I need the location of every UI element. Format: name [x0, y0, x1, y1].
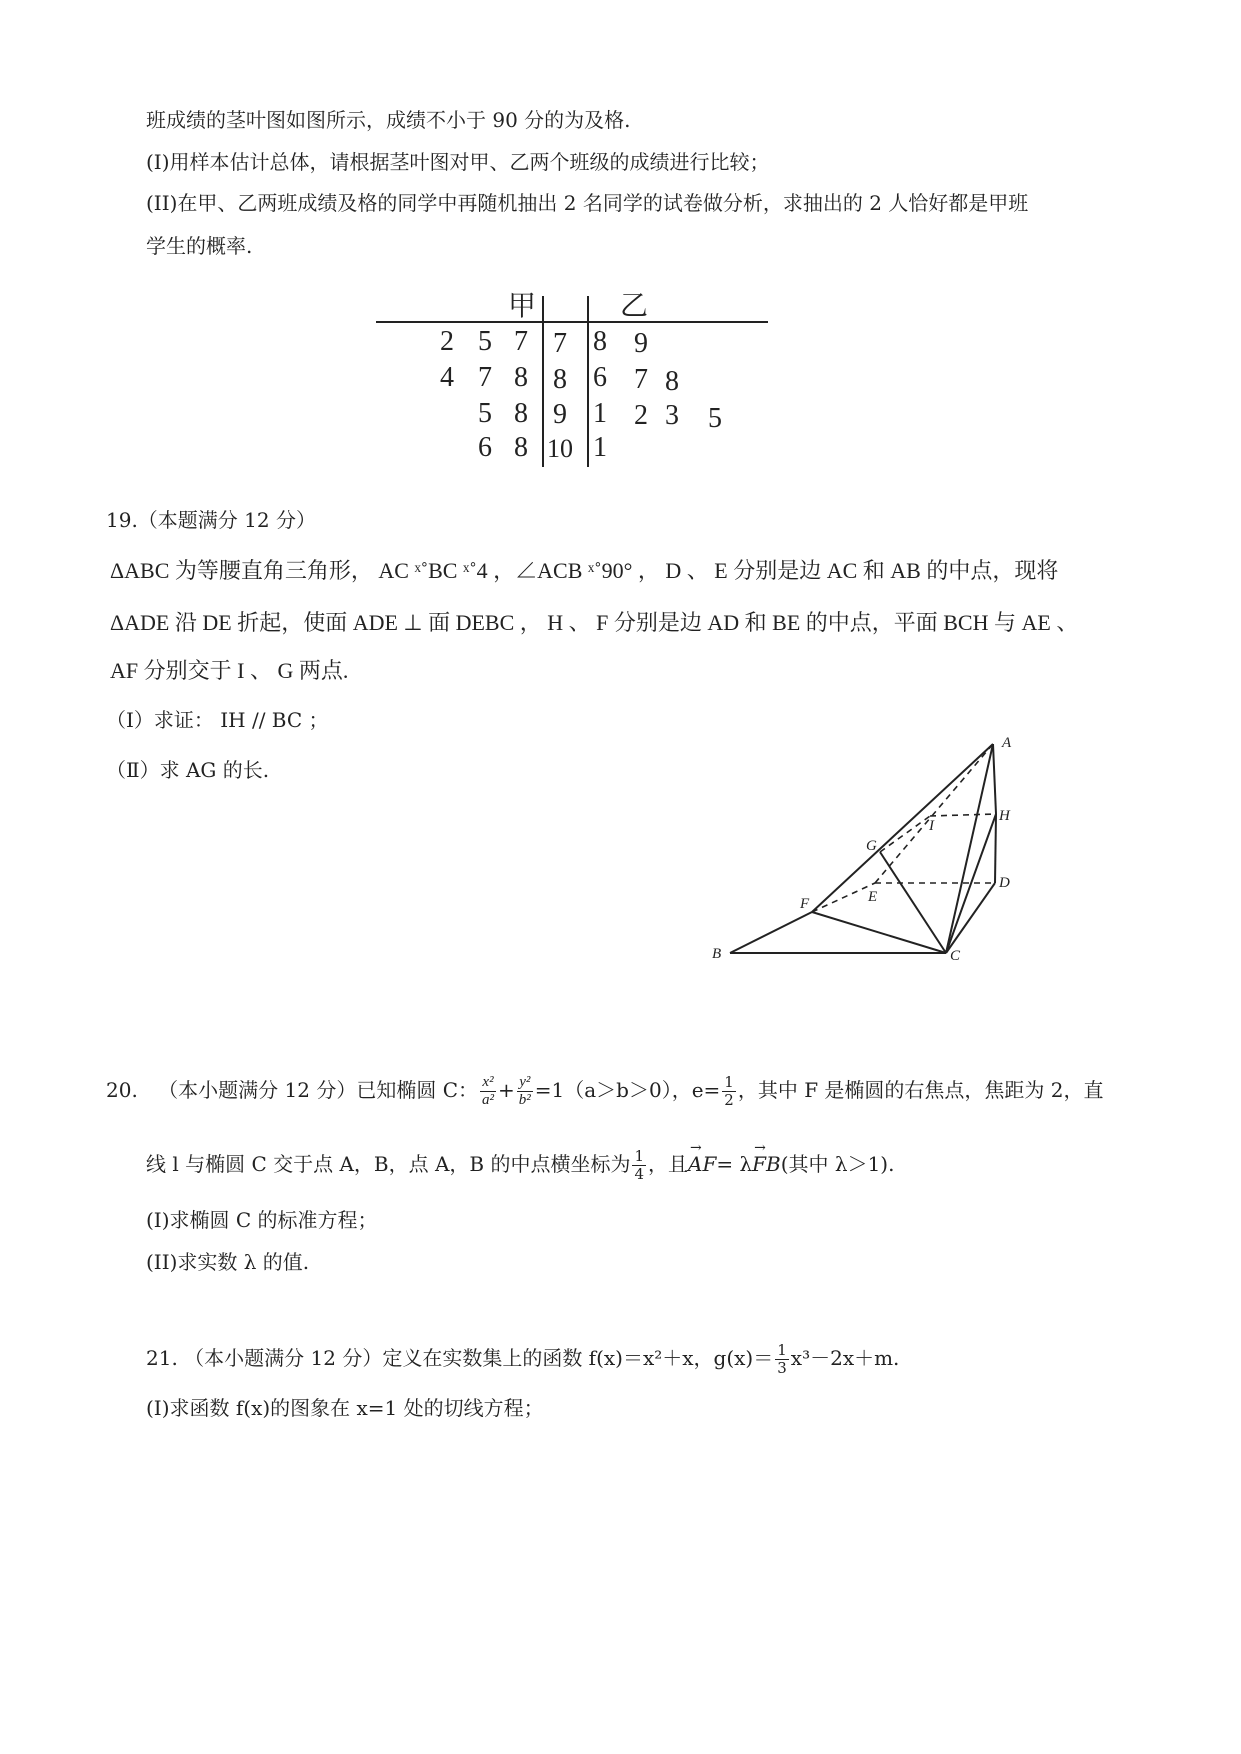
q19-heading: 19.（本题满分 12 分）	[106, 508, 316, 532]
label-A: A	[1002, 735, 1012, 751]
leaf-left: 5	[478, 398, 492, 429]
leaf-right: 9	[634, 328, 648, 359]
q20-suffix: ，其中 F 是椭圆的右焦点，焦距为 2，直	[737, 1078, 1104, 1102]
leaf-right: 8	[593, 326, 607, 357]
q18-part2: (II)在甲、乙两班成绩及格的同学中再随机抽出 2 名同学的试卷做分析，求抽出的 2 人恰好都是甲班	[146, 191, 1029, 215]
leaf-left: 7	[478, 362, 492, 393]
q20-line1	[106, 1074, 1104, 1109]
leaf-left: 8	[514, 432, 528, 463]
q20-line2-d: (其中 λ＞1).	[780, 1152, 895, 1176]
leaf-right: 1	[593, 432, 607, 463]
q20-part1: (I)求椭圆 C 的标准方程；	[146, 1208, 378, 1232]
q19-part2: （Ⅱ）求 AG 的长.	[106, 758, 270, 782]
q20-line2-b: ，且	[648, 1152, 689, 1176]
q18-intro: 班成绩的茎叶图如图所示，成绩不小于 90 分的为及格.	[146, 108, 631, 132]
label-B: B	[712, 946, 722, 962]
label-F: F	[800, 896, 810, 912]
left-header: 甲	[508, 291, 537, 322]
leaf-left: 8	[514, 362, 528, 393]
label-G: G	[866, 838, 877, 854]
leaf-left: 5	[478, 326, 492, 357]
leaf-left: 6	[478, 432, 492, 463]
q18-part2-cont: 学生的概率.	[146, 234, 253, 258]
right-header: 乙	[620, 291, 649, 322]
q21-part1: (I)求函数 f(x)的图象在 x=1 处的切线方程；	[146, 1396, 544, 1420]
leaf-right: 7	[634, 364, 648, 395]
leaf-right: 2	[634, 400, 648, 431]
q20-prefix: （本小题满分 12 分）已知椭圆 C：	[158, 1078, 478, 1102]
stem: 7	[553, 328, 567, 359]
leaf-left: 4	[440, 362, 454, 393]
q19-part1: （Ⅰ）求证： IH // BC ；	[106, 708, 329, 732]
stem-leaf-lines	[0, 0, 1241, 520]
q21-line1	[146, 1342, 899, 1377]
leaf-right: 8	[665, 366, 679, 397]
label-I: I	[929, 818, 934, 834]
q21-prefix: 21. （本小题满分 12 分）定义在实数集上的函数 f(x)＝x²＋x，g(x)＝	[146, 1346, 774, 1370]
fraction-e: $\frac{1}{2}$	[724, 1073, 734, 1109]
q21-suffix: x³－2x＋m.	[790, 1346, 900, 1370]
leaf-left: 7	[514, 326, 528, 357]
stem: 10	[547, 434, 573, 463]
leaf-right: 1	[593, 398, 607, 429]
label-D: D	[999, 875, 1010, 891]
leaf-left: 2	[440, 326, 454, 357]
leaf-right: 3	[665, 400, 679, 431]
leaf-right: 5	[708, 403, 722, 434]
vector-AF: → AF	[688, 1150, 716, 1178]
fraction-midpoint: $\frac{1}{4}$	[634, 1147, 645, 1183]
label-H: H	[999, 808, 1010, 824]
q20-eq: =1（a＞b＞0），e=	[534, 1078, 721, 1102]
vector-FB: → FB	[752, 1150, 781, 1178]
leaf-left: 8	[514, 398, 528, 429]
stem: 9	[553, 399, 567, 430]
q20-line2-c: = λ	[716, 1152, 753, 1176]
q19-line2: ΔADE 沿 DE 折起，使面 ADE ⊥ 面 DEBC ， H 、 F 分别是边 AD 和 BE 的中点，平面 BCH 与 AE 、	[110, 610, 1079, 635]
fraction-one-third: $\frac{1}{3}$	[777, 1341, 787, 1377]
plus-sign: +	[498, 1078, 515, 1102]
geometry-figure	[700, 730, 1040, 975]
q20-part2: (II)求实数 λ 的值.	[146, 1250, 310, 1274]
label-C: C	[950, 948, 961, 964]
label-E: E	[868, 889, 878, 905]
leaf-right: 6	[593, 362, 607, 393]
q19-line1: ΔABC 为等腰直角三角形， AC ˣ˚BC ˣ˚4 ，∠ACB ˣ˚90° ， D 、 E 分别是边 AC 和 AB 的中点，现将	[110, 558, 1059, 583]
q19-line3: AF 分别交于 I 、 G 两点.	[110, 658, 349, 683]
q20-number: 20.	[106, 1078, 138, 1102]
fraction-y2-b2: $\frac{\text{y²}}{\text{b²}}$	[518, 1074, 531, 1108]
fraction-x2-a2: $\frac{\text{x²}}{\text{a²}}$	[482, 1074, 494, 1108]
q20-line2	[146, 1148, 894, 1183]
stem: 8	[553, 364, 567, 395]
q20-line2-a: 线 l 与椭圆 C 交于点 A，B，点 A，B 的中点横坐标为	[146, 1152, 631, 1176]
q18-part1: (I)用样本估计总体，请根据茎叶图对甲、乙两个班级的成绩进行比较；	[146, 150, 770, 174]
